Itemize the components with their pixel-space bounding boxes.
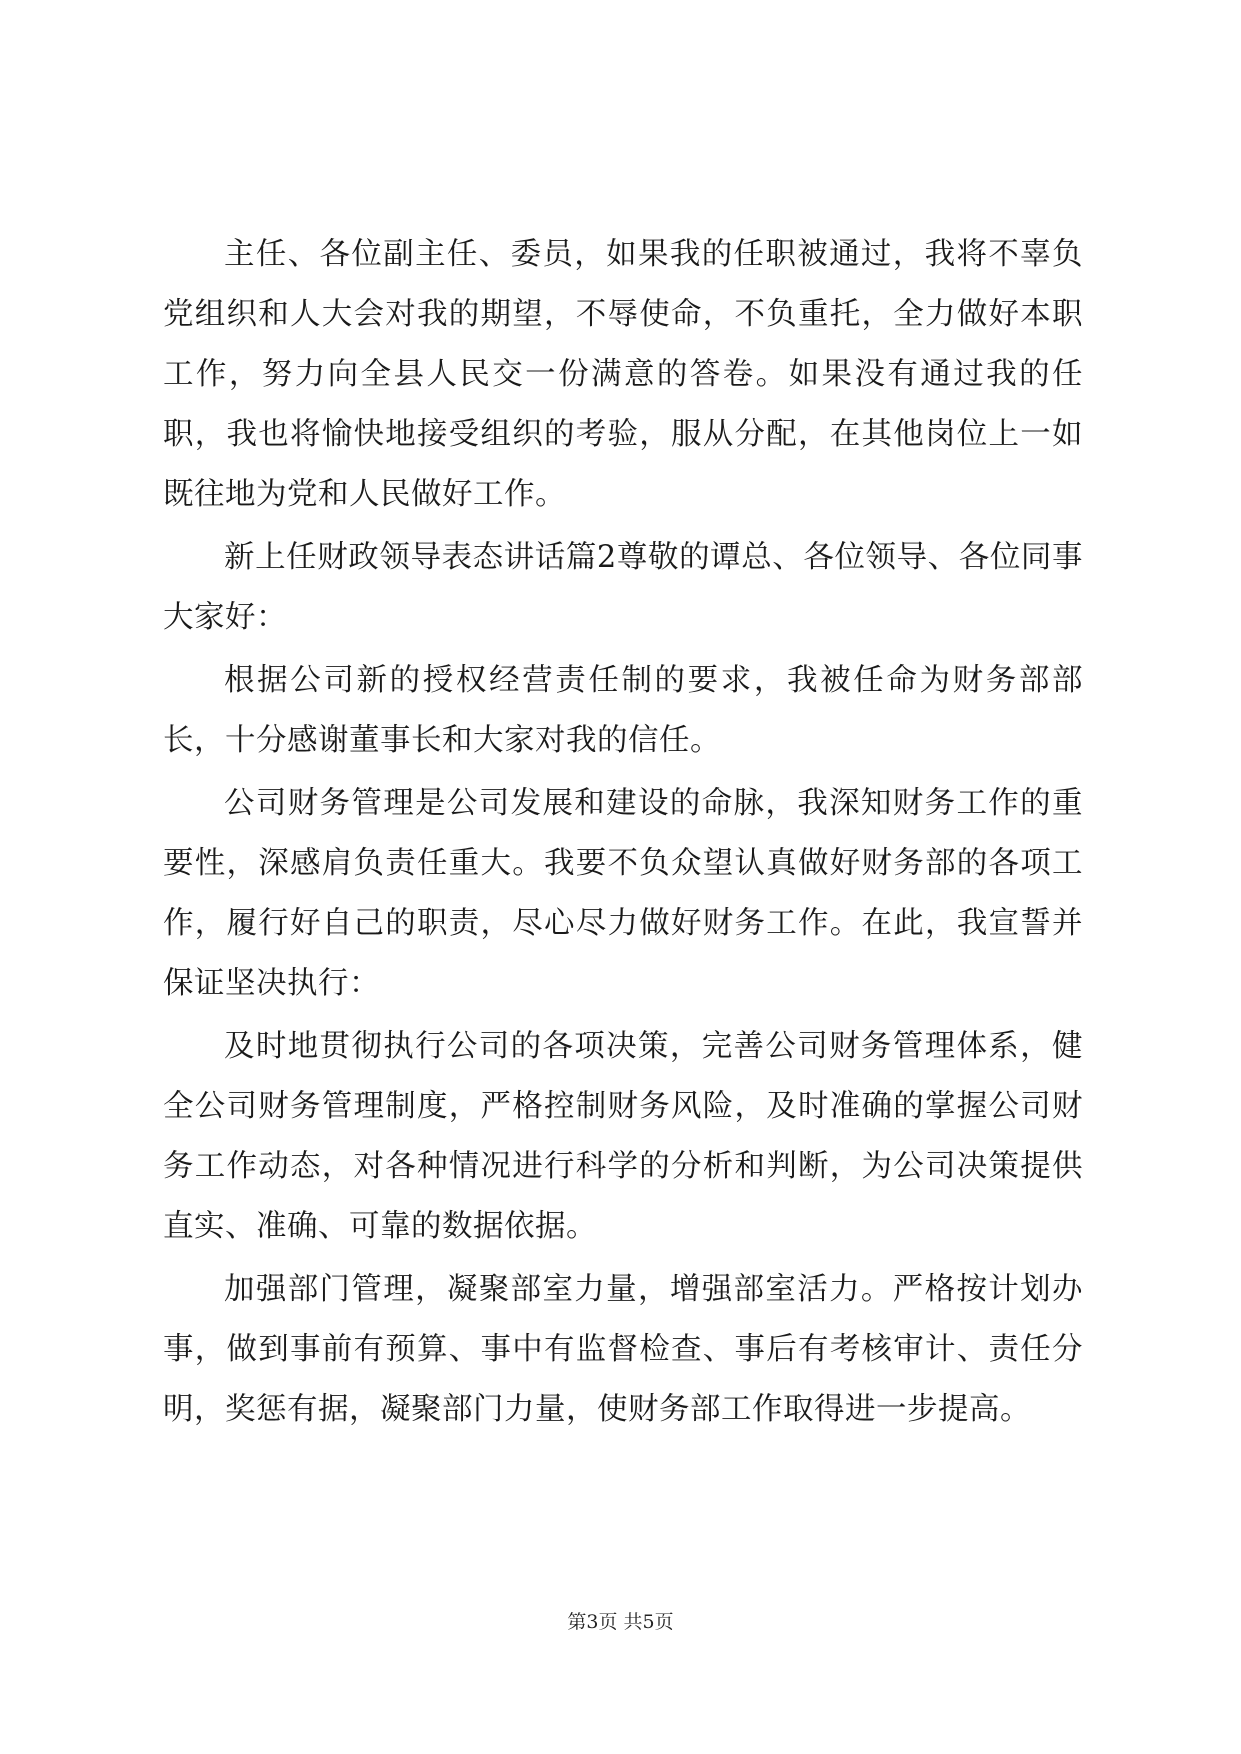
paragraph-2: 新上任财政领导表态讲话篇2尊敬的谭总、各位领导、各位同事大家好： — [163, 540, 1083, 635]
paragraph-6: 加强部门管理，凝聚部室力量，增强部室活力。严格按计划办事，做到事前有预算、事中有监督检查、事后有考核审计、责任分明，奖惩有据，凝聚部门力量，使财务部工作取得进一步提高。 — [163, 1272, 1083, 1427]
document-body — [163, 225, 1083, 1443]
paragraph-4: 公司财务管理是公司发展和建设的命脉，我深知财务工作的重要性，深感肩负责任重大。我要不负众望认真做好财务部的各项工作，履行好自己的职责，尽心尽力做好财务工作。在此，我宣誓并保证坚决执行： — [163, 786, 1083, 1001]
paragraph-3: 根据公司新的授权经营责任制的要求，我被任命为财务部部长，十分感谢董事长和大家对我的信任。 — [163, 663, 1083, 758]
paragraph-1: 主任、各位副主任、委员，如果我的任职被通过，我将不辜负党组织和人大会对我的期望，不辱使命，不负重托，全力做好本职工作，努力向全县人民交一份满意的答卷。如果没有通过我的任职，我也将愉快地接受组织的考验，服从分配，在其他岗位上一如既往地为党和人民做好工作。 — [163, 237, 1083, 512]
page-number-footer: 第3页 共5页 — [567, 1611, 674, 1633]
paragraph-5: 及时地贯彻执行公司的各项决策，完善公司财务管理体系，健全公司财务管理制度，严格控制财务风险，及时准确的掌握公司财务工作动态，对各种情况进行科学的分析和判断，为公司决策提供直实、准确、可靠的数据依据。 — [163, 1029, 1083, 1244]
